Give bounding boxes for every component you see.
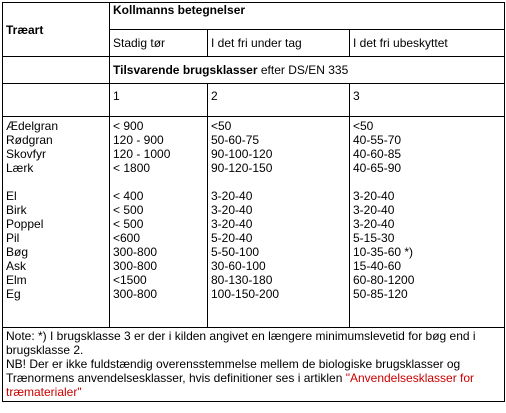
- species-name: Pil: [6, 231, 20, 245]
- value-cell: 10-35-60 *): [353, 245, 414, 259]
- value-cell: 30-60-100: [211, 259, 266, 273]
- footnote-line: brugsklasse 2.: [6, 343, 84, 357]
- footnote-line: Note: *) I brugsklasse 3 er der i kilden angivet en længere minimumslevetid for bøg end i: [6, 329, 476, 343]
- use-class-1-column: [110, 117, 208, 328]
- value-cell: 50-85-120: [353, 287, 408, 301]
- header-outdoor-exposed: I det fri ubeskyttet: [350, 30, 505, 57]
- value-cell: 80-130-180: [211, 273, 273, 287]
- value-cell: 3-20-40: [353, 217, 395, 231]
- value-cell: 5-20-40: [211, 231, 253, 245]
- value-cell: 3-20-40: [353, 203, 395, 217]
- value-cell: 40-65-90: [353, 161, 402, 175]
- value-cell: 90-120-150: [211, 161, 273, 175]
- footnote-cell: [3, 328, 505, 402]
- species-name: Ædelgran: [6, 119, 59, 133]
- article-link-continuation[interactable]: træmaterialer": [6, 385, 82, 399]
- article-link[interactable]: "Anvendelsesklasser for: [345, 371, 475, 385]
- value-cell: 15-40-60: [353, 259, 402, 273]
- species-name: Ask: [6, 259, 27, 273]
- header-empty-cell: [3, 84, 110, 117]
- species-name: Lærk: [6, 161, 34, 175]
- value-cell: 40-55-70: [353, 133, 402, 147]
- value-cell: < 500: [113, 217, 144, 231]
- footnote-line: NB! Der er ikke fuldstændig overensstemmelse mellem de biologiske brugsklasser og: [6, 357, 461, 371]
- value-cell: 50-60-75: [211, 133, 260, 147]
- value-cell: 120 - 1000: [113, 147, 171, 161]
- species-name: Elm: [6, 273, 27, 287]
- header-outdoor-covered: I det fri under tag: [208, 30, 350, 57]
- timber-durability-table: [2, 2, 505, 402]
- species-name: Rødgran: [6, 133, 53, 147]
- value-cell: <1500: [113, 273, 147, 287]
- group-gap: [211, 175, 346, 189]
- value-cell: < 1800: [113, 161, 151, 175]
- value-cell: 100-150-200: [211, 287, 280, 301]
- group-gap: [353, 175, 501, 189]
- species-name: Eg: [6, 287, 21, 301]
- use-class-3-column: [350, 117, 505, 328]
- header-species: Træart: [3, 3, 110, 57]
- species-name: Poppel: [6, 217, 44, 231]
- species-name: Skovfyr: [6, 147, 47, 161]
- group-gap: [6, 175, 106, 189]
- header-use-class-2: 2: [208, 84, 350, 117]
- header-constantly-dry: Stadig tør: [110, 30, 208, 57]
- value-cell: 300-800: [113, 287, 158, 301]
- header-use-class-1: 1: [110, 84, 208, 117]
- value-cell: 5-50-100: [211, 245, 260, 259]
- header-kollmann-designations: Kollmanns betegnelser: [110, 3, 505, 30]
- value-cell: 90-100-120: [211, 147, 273, 161]
- value-cell: < 400: [113, 189, 144, 203]
- group-gap: [113, 175, 204, 189]
- species-name: Birk: [6, 203, 27, 217]
- value-cell: 3-20-40: [211, 203, 253, 217]
- value-cell: <600: [113, 231, 141, 245]
- value-cell: 300-800: [113, 259, 158, 273]
- header-use-class-3: 3: [350, 84, 505, 117]
- header-use-classes-bold: Tilsvarende brugsklasser: [113, 63, 258, 77]
- value-cell: < 500: [113, 203, 144, 217]
- value-cell: <50: [353, 119, 374, 133]
- value-cell: 300-800: [113, 245, 158, 259]
- value-cell: 3-20-40: [211, 189, 253, 203]
- species-name: El: [6, 189, 17, 203]
- value-cell: 3-20-40: [211, 217, 253, 231]
- species-column: [3, 117, 110, 328]
- value-cell: < 900: [113, 119, 144, 133]
- value-cell: <50: [211, 119, 232, 133]
- use-class-2-column: [208, 117, 350, 328]
- header-empty-cell: [3, 57, 110, 84]
- header-use-classes-rest: efter DS/EN 335: [257, 63, 349, 77]
- value-cell: 120 - 900: [113, 133, 164, 147]
- footnote-text: Trænormens anvendelsesklasser, hvis definitioner ses i artiklen: [6, 371, 346, 385]
- header-use-classes: [110, 57, 505, 84]
- footnote-line-with-link: [6, 371, 501, 385]
- value-cell: 3-20-40: [353, 189, 395, 203]
- value-cell: 40-60-85: [353, 147, 402, 161]
- value-cell: 5-15-30: [353, 231, 395, 245]
- species-name: Bøg: [6, 245, 29, 259]
- value-cell: 60-80-1200: [353, 273, 415, 287]
